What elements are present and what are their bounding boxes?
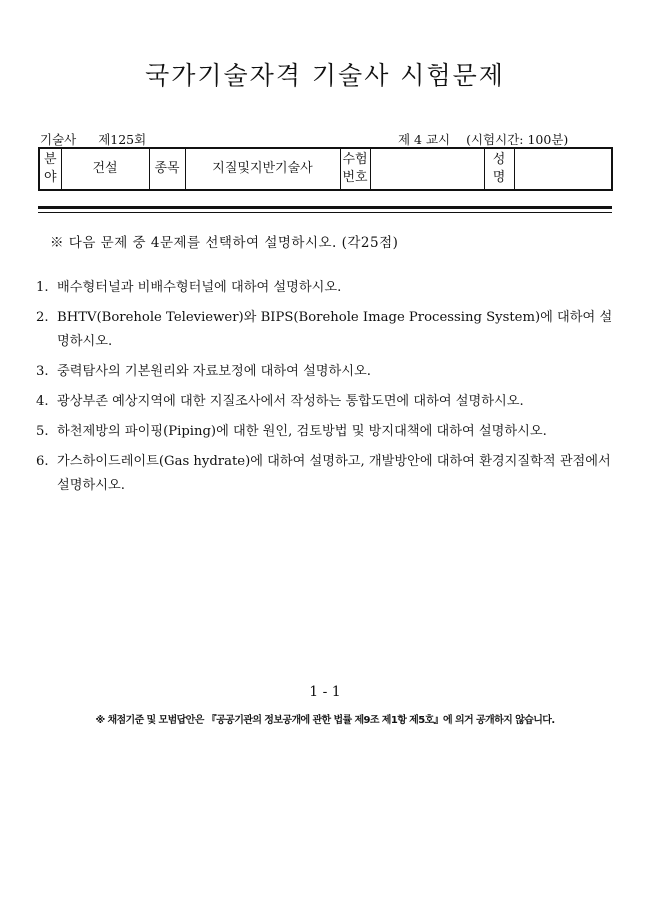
question-number: 4. [36, 394, 49, 409]
name-field[interactable] [514, 148, 612, 190]
name-label-top: 성 [492, 152, 506, 167]
exam-session-line [398, 130, 580, 148]
exam-number-label [340, 148, 370, 190]
question-list [36, 276, 616, 504]
exam-round: 제125회 [98, 132, 147, 147]
info-table [38, 147, 613, 191]
question-text: 가스하이드레이트(Gas hydrate)에 대하여 설명하고, 개발방안에 대하여 환경지질학적 관점에서 설명하시오. [57, 454, 611, 493]
question-item [36, 276, 616, 300]
exam-number-label-bottom: 번호 [342, 170, 368, 185]
exam-number-field[interactable] [370, 148, 484, 190]
page-number: 1 - 1 [309, 684, 341, 700]
name-label [484, 148, 514, 190]
name-label-bottom: 명 [492, 170, 506, 185]
question-text: 광상부존 예상지역에 대한 지질조사에서 작성하는 통합도면에 대하여 설명하시오. [57, 394, 524, 409]
exam-time: (시험시간: 100분) [466, 132, 569, 147]
question-number: 6. [36, 454, 49, 469]
field-value: 건설 [61, 148, 149, 190]
question-item [36, 360, 616, 384]
question-text: 배수형터널과 비배수형터널에 대하여 설명하시오. [57, 280, 342, 295]
footnote: ※ 채점기준 및 모범답안은 『공공기관의 정보공개에 관한 법률 제9조 제1항 제5호』에 의거 공개하지 않습니다. [95, 715, 555, 726]
field-label [39, 148, 61, 190]
exam-number-label-top: 수험 [342, 152, 368, 167]
question-item [36, 306, 616, 354]
type-value: 지질및지반기술사 [185, 148, 340, 190]
divider-thick [38, 206, 612, 209]
question-text: BHTV(Borehole Televiewer)와 BIPS(Borehole Image Processing System)에 대하여 설명하시오. [57, 310, 613, 349]
field-label-bottom: 야 [43, 170, 57, 185]
question-number: 1. [36, 280, 49, 295]
question-item [36, 390, 616, 414]
question-text: 하천제방의 파이핑(Piping)에 대한 원인, 검토방법 및 방지대책에 대하여 설명하시오. [57, 424, 547, 439]
divider-thin [38, 212, 612, 213]
question-number: 3. [36, 364, 49, 379]
question-text: 중력탐사의 기본원리와 자료보정에 대하여 설명하시오. [57, 364, 371, 379]
exam-title: 국가기술자격 기술사 시험문제 [145, 61, 505, 90]
instruction-text: ※ 다음 문제 중 4문제를 선택하여 설명하시오. (각25점) [50, 235, 399, 251]
exam-category: 기술사 [40, 132, 77, 147]
exam-session: 제 4 교시 [398, 132, 451, 147]
question-number: 5. [36, 424, 49, 439]
question-item [36, 450, 616, 498]
field-label-top: 분 [43, 152, 57, 167]
type-label: 종목 [149, 148, 185, 190]
question-number: 2. [36, 310, 49, 325]
exam-category-line [40, 130, 146, 148]
question-item [36, 420, 616, 444]
